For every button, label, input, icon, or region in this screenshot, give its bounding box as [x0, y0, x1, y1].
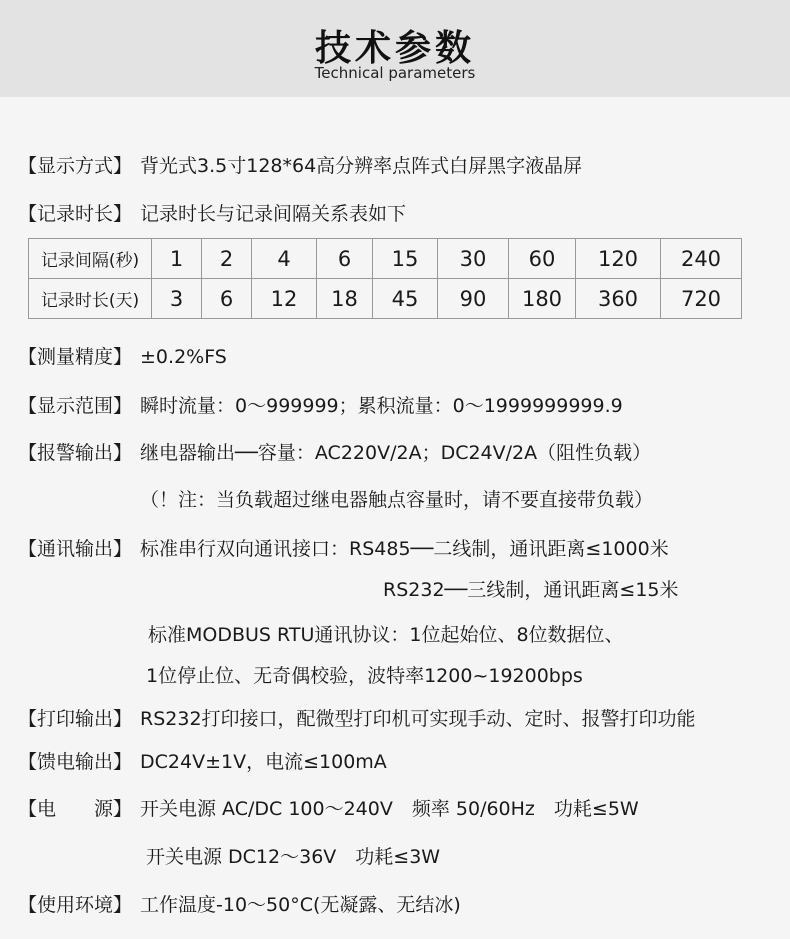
table-cell: 3 [152, 279, 202, 319]
page-subtitle: Technical parameters [314, 64, 476, 82]
table-cell: 12 [252, 279, 317, 319]
display-value: 背光式3.5寸128*64高分辨率点阵式白屏黑字液晶屏 [140, 155, 583, 177]
range-row [18, 394, 623, 418]
env-value: 工作温度-10～50°C(无凝露、无结冰) [140, 894, 461, 916]
table-cell: 60 [509, 239, 576, 279]
comm-line2: RS232──三线制，通讯距离≤15米 [383, 579, 679, 601]
feed-label: 【馈电输出】 [18, 751, 133, 773]
display-label: 【显示方式】 [18, 155, 133, 177]
table-row [29, 239, 742, 279]
table-cell: 2 [202, 239, 252, 279]
display-row [18, 154, 582, 178]
table-cell: 15 [373, 239, 438, 279]
table-row-header: 记录间隔(秒) [29, 239, 152, 279]
alarm-value: 继电器输出──容量：AC220V/2A；DC24V/2A（阻性负载） [140, 442, 652, 464]
feed-row [18, 750, 387, 774]
power-value: 开关电源 AC/DC 100～240V 频率 50/60Hz 功耗≤5W [140, 798, 639, 820]
comm-line3: 标准MODBUS RTU通讯协议：1位起始位、8位数据位、 [148, 624, 624, 646]
table-cell: 240 [661, 239, 742, 279]
record-table [28, 238, 742, 319]
comm-row [18, 537, 669, 561]
alarm-label: 【报警输出】 [18, 442, 133, 464]
table-cell: 180 [509, 279, 576, 319]
table-cell: 120 [576, 239, 661, 279]
comm-value: 标准串行双向通讯接口：RS485──二线制，通讯距离≤1000米 [140, 538, 669, 560]
accuracy-value: ±0.2%FS [140, 346, 227, 368]
header-banner [0, 0, 790, 97]
print-value: RS232打印接口，配微型打印机可实现手动、定时、报警打印功能 [140, 708, 696, 730]
accuracy-row [18, 345, 227, 369]
record-label: 【记录时长】 [18, 203, 133, 225]
alarm-row [18, 441, 651, 465]
table-row [29, 279, 742, 319]
table-cell: 1 [152, 239, 202, 279]
table-cell: 90 [438, 279, 509, 319]
record-row [18, 202, 406, 226]
record-value: 记录时长与记录间隔关系表如下 [140, 203, 407, 225]
table-cell: 45 [373, 279, 438, 319]
table-row-header: 记录时长(天) [29, 279, 152, 319]
power-row [18, 797, 639, 821]
table-cell: 6 [317, 239, 373, 279]
feed-value: DC24V±1V，电流≤100mA [140, 751, 387, 773]
table-cell: 30 [438, 239, 509, 279]
range-label: 【显示范围】 [18, 395, 133, 417]
alarm-note: （！注：当负载超过继电器触点容量时，请不要直接带负载） [140, 489, 654, 511]
power-label: 【电 源】 [18, 798, 133, 820]
table-cell: 6 [202, 279, 252, 319]
table-cell: 4 [252, 239, 317, 279]
range-value: 瞬时流量：0～999999；累积流量：0～1999999999.9 [140, 395, 623, 417]
print-label: 【打印输出】 [18, 708, 133, 730]
power-line2: 开关电源 DC12～36V 功耗≤3W [146, 846, 441, 868]
table-cell: 18 [317, 279, 373, 319]
print-row [18, 707, 696, 731]
table-cell: 360 [576, 279, 661, 319]
comm-line4: 1位停止位、无奇偶校验，波特率1200~19200bps [146, 665, 583, 687]
page-title: 技术参数 [314, 28, 475, 69]
env-label: 【使用环境】 [18, 894, 133, 916]
accuracy-label: 【测量精度】 [18, 346, 133, 368]
table-cell: 720 [661, 279, 742, 319]
env-row [18, 893, 461, 917]
comm-label: 【通讯输出】 [18, 538, 133, 560]
